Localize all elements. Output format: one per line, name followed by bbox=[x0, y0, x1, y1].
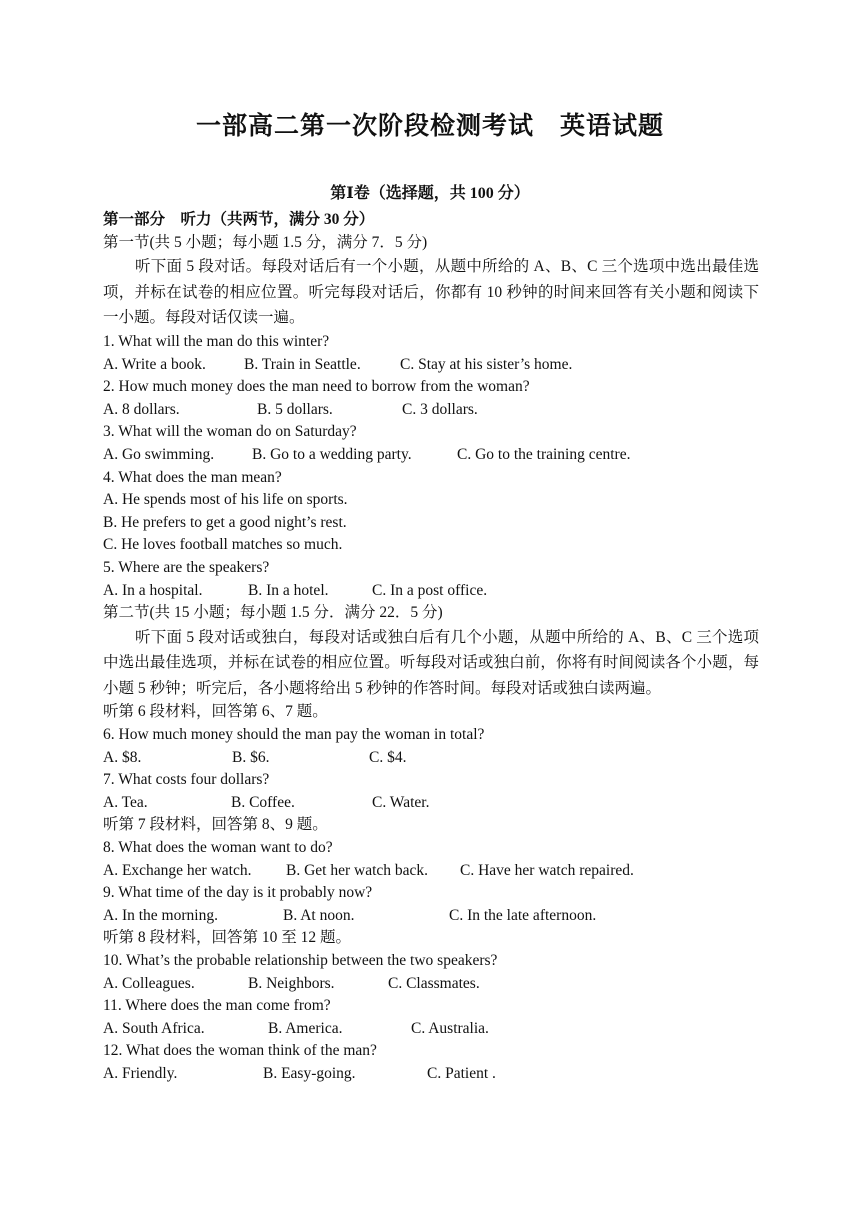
section1-instructions: 听下面 5 段对话。每段对话后有一个小题，从题中所给的 A、B、C 三个选项中选出最佳选项，并标在试卷的相应位置。听完每段对话后，你都有 10 秒钟的时间来回答有关小题和阅读下一小题。每段对话仅读一遍。 bbox=[103, 258, 759, 327]
option-c: C. Have her watch repaired. bbox=[460, 861, 634, 879]
question-2: 2. How much money does the man need to borrow from the woman? bbox=[103, 378, 530, 396]
question-6-options bbox=[103, 747, 759, 770]
question-12-options bbox=[103, 1063, 759, 1086]
question-12: 12. What does the woman think of the man? bbox=[103, 1042, 377, 1060]
option-c: C. He loves football matches so much. bbox=[103, 536, 343, 554]
question-11: 11. Where does the man come from? bbox=[103, 997, 331, 1015]
option-b: B. $6. bbox=[232, 748, 270, 766]
option-a: A. Colleagues. bbox=[103, 974, 195, 992]
question-7: 7. What costs four dollars? bbox=[103, 771, 270, 789]
option-b: B. Go to a wedding party. bbox=[252, 445, 412, 463]
section2-instructions: 听下面 5 段对话或独白，每段对话或独白后有几个小题，从题中所给的 A、B、C 三个选项中选出最佳选项，并标在试卷的相应位置。听每段对话或独白前，你将有时间阅读各个小题，每小题 5 秒钟；听完后，各小题将给出 5 秒钟的作答时间。每段对话或独白读两遍。 bbox=[103, 628, 759, 697]
option-a: A. South Africa. bbox=[103, 1019, 205, 1037]
question-2-options bbox=[103, 399, 759, 422]
option-a: A. Go swimming. bbox=[103, 445, 215, 463]
question-6: 6. How much money should the man pay the woman in total? bbox=[103, 726, 485, 744]
volume-header: 第Ⅰ卷（选择题，共 100 分） bbox=[330, 185, 530, 202]
question-5: 5. Where are the speakers? bbox=[103, 558, 270, 576]
option-a: A. In the morning. bbox=[103, 906, 218, 924]
question-1-options bbox=[103, 354, 759, 377]
question-7-options bbox=[103, 792, 759, 815]
exam-title: 一部高二第一次阶段检测考试 英语试题 bbox=[195, 113, 664, 140]
material-8-heading: 听第 8 段材料，回答第 10 至 12 题。 bbox=[103, 929, 352, 947]
option-a: A. 8 dollars. bbox=[103, 400, 180, 418]
option-c: C. Australia. bbox=[411, 1019, 489, 1037]
option-c: C. $4. bbox=[369, 748, 407, 766]
question-3-options bbox=[103, 444, 759, 467]
section1-heading: 第一节(共 5 小题；每小题 1.5 分，满分 7．5 分) bbox=[103, 233, 428, 251]
question-3: 3. What will the woman do on Saturday? bbox=[103, 423, 357, 441]
option-b: B. He prefers to get a good night’s rest. bbox=[103, 513, 347, 531]
option-b: B. Get her watch back. bbox=[286, 861, 429, 879]
option-b: B. Neighbors. bbox=[248, 974, 335, 992]
option-b: B. America. bbox=[268, 1019, 343, 1037]
option-b: B. At noon. bbox=[283, 906, 355, 924]
question-10-options bbox=[103, 973, 759, 996]
option-c: C. Classmates. bbox=[388, 974, 480, 992]
material-6-heading: 听第 6 段材料，回答第 6、7 题。 bbox=[103, 703, 328, 721]
exam-content bbox=[103, 209, 759, 1086]
option-b: B. 5 dollars. bbox=[257, 400, 333, 418]
question-5-options bbox=[103, 580, 759, 603]
option-b: B. Easy-going. bbox=[263, 1064, 356, 1082]
option-b: B. In a hotel. bbox=[248, 581, 329, 599]
option-c: C. Stay at his sister’s home. bbox=[400, 355, 573, 373]
question-9: 9. What time of the day is it probably now? bbox=[103, 884, 373, 902]
option-a: A. Write a book. bbox=[103, 355, 206, 373]
question-9-options bbox=[103, 905, 759, 928]
option-c: C. In a post office. bbox=[372, 581, 488, 599]
material-7-heading: 听第 7 段材料，回答第 8、9 题。 bbox=[103, 816, 328, 834]
question-8: 8. What does the woman want to do? bbox=[103, 839, 333, 857]
option-a: A. Exchange her watch. bbox=[103, 861, 252, 879]
option-a: A. He spends most of his life on sports. bbox=[103, 491, 348, 509]
part1-heading: 第一部分 听力（共两节，满分 30 分） bbox=[103, 211, 375, 228]
option-c: C. 3 dollars. bbox=[402, 400, 478, 418]
option-b: B. Coffee. bbox=[231, 793, 295, 811]
option-b: B. Train in Seattle. bbox=[244, 355, 361, 373]
option-c: C. In the late afternoon. bbox=[449, 906, 597, 924]
question-10: 10. What’s the probable relationship between the two speakers? bbox=[103, 952, 498, 969]
question-1: 1. What will the man do this winter? bbox=[103, 332, 330, 350]
question-4: 4. What does the man mean? bbox=[103, 468, 282, 486]
question-11-options bbox=[103, 1018, 759, 1041]
option-a: A. Tea. bbox=[103, 793, 148, 811]
option-c: C. Go to the training centre. bbox=[457, 445, 631, 463]
question-8-options bbox=[103, 860, 759, 883]
option-c: C. Water. bbox=[372, 793, 430, 811]
option-c: C. Patient . bbox=[427, 1064, 496, 1082]
option-a: A. In a hospital. bbox=[103, 581, 203, 599]
option-a: A. $8. bbox=[103, 748, 142, 766]
section2-heading: 第二节(共 15 小题；每小题 1.5 分．满分 22．5 分) bbox=[103, 604, 443, 622]
option-a: A. Friendly. bbox=[103, 1064, 178, 1082]
